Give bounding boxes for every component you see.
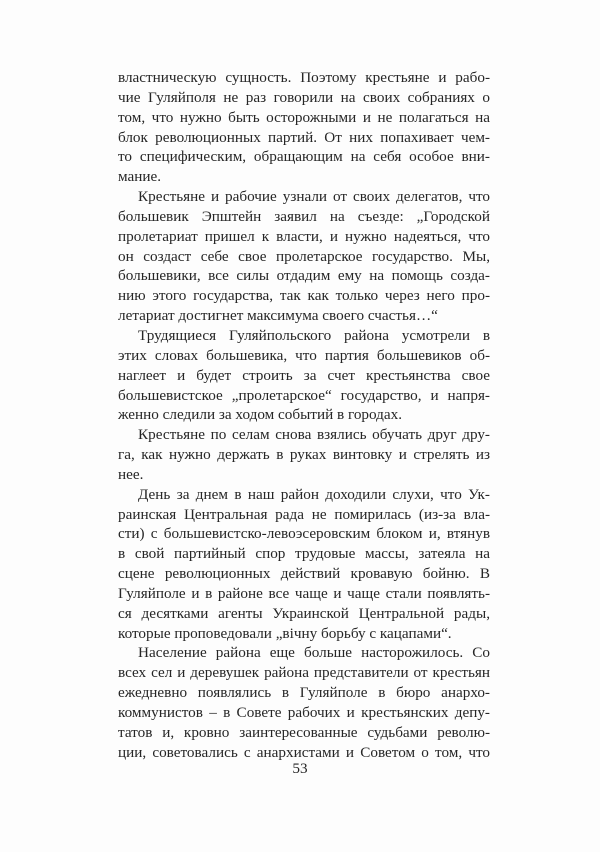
text-line: большевики, все силы отдадим ему на помощь созда- — [118, 267, 490, 285]
text-line: в свой партийный спор трудовые массы, затеяла на — [118, 545, 490, 563]
paragraph — [118, 425, 490, 485]
text-line: которые проповедовали „вічну борьбу с кацапами“. — [118, 624, 452, 642]
text-line: Население района еще больше насторожилось. Со — [138, 644, 490, 662]
text-line: сти) с большевистско-левоэсеровским блоком и, втянув — [118, 525, 490, 543]
paragraph — [118, 326, 490, 425]
page-body-text — [118, 68, 490, 763]
text-line: большевистское „пролетарское“ государство, и напря- — [118, 386, 490, 404]
text-line: Крестьяне и рабочие узнали от своих делегатов, что — [138, 188, 490, 206]
text-line: коммунистов – в Совете рабочих и крестьянских депу- — [118, 704, 490, 721]
text-line: га, как нужно держать в руках винтовку и стрелять из — [118, 446, 490, 464]
text-line: нию этого государства, так как только через него про- — [118, 287, 490, 305]
text-line: женно следили за ходом событий в городах. — [118, 406, 403, 424]
text-line: мание. — [118, 168, 162, 186]
paragraph — [118, 187, 490, 326]
text-line: властническую сущность. Поэтому крестьяне и рабо- — [118, 69, 490, 86]
text-line: большевик Эпштейн заявил на съезде: „Городской — [118, 207, 490, 225]
text-line: этих словах большевика, что партия большевиков об- — [118, 346, 490, 364]
text-line: всех сел и деревушек района представители от крестьян — [118, 664, 490, 682]
text-line: том, что нужно быть осторожными и не полагаться на — [118, 108, 490, 126]
text-line: татов и, кровно заинтересованные судьбами револю- — [118, 723, 490, 741]
text-line: ся десятками агенты Украинской Центральной рады, — [118, 604, 490, 622]
text-line: Трудящиеся Гуляйпольского района усмотрели в — [138, 326, 490, 344]
text-line: нее. — [118, 465, 144, 483]
text-line: сцене революционных действий кровавую бойню. В — [118, 565, 490, 583]
text-line: чие Гуляйполя не раз говорили на своих собраниях о — [118, 88, 490, 106]
text-line: Крестьяне по селам снова взялись обучать друг дру- — [138, 426, 490, 444]
paragraph — [118, 68, 490, 187]
text-line: блок революционных партий. От них попахивает чем- — [118, 128, 490, 146]
page-number: 53 — [292, 760, 308, 777]
text-line: раинская Центральная рада не помирилась (из-за вла- — [118, 505, 490, 523]
text-line: он создаст себе свое пролетарское государство. Мы, — [118, 247, 490, 265]
text-line: ежедневно появлялись в Гуляйполе в бюро анархо- — [118, 684, 490, 702]
text-line: наглеет и будет строить за счет крестьянства свое — [118, 366, 490, 384]
text-line: летариат достигнет максимума своего счастья…“ — [118, 307, 438, 325]
text-line: пролетариат пришел к власти, и нужно надеяться, что — [118, 227, 490, 245]
text-line: Гуляйполе и в районе все чаще и чаще стали появлять- — [118, 584, 490, 602]
text-line: День за днем в наш район доходили слухи, что Ук- — [138, 485, 490, 503]
paragraph — [118, 485, 490, 644]
text-line: то специфическим, обращающим на себя особое вни- — [118, 148, 490, 166]
paragraph — [118, 643, 490, 762]
text-line: ции, советовались с анархистами и Советом о том, что — [118, 743, 490, 761]
